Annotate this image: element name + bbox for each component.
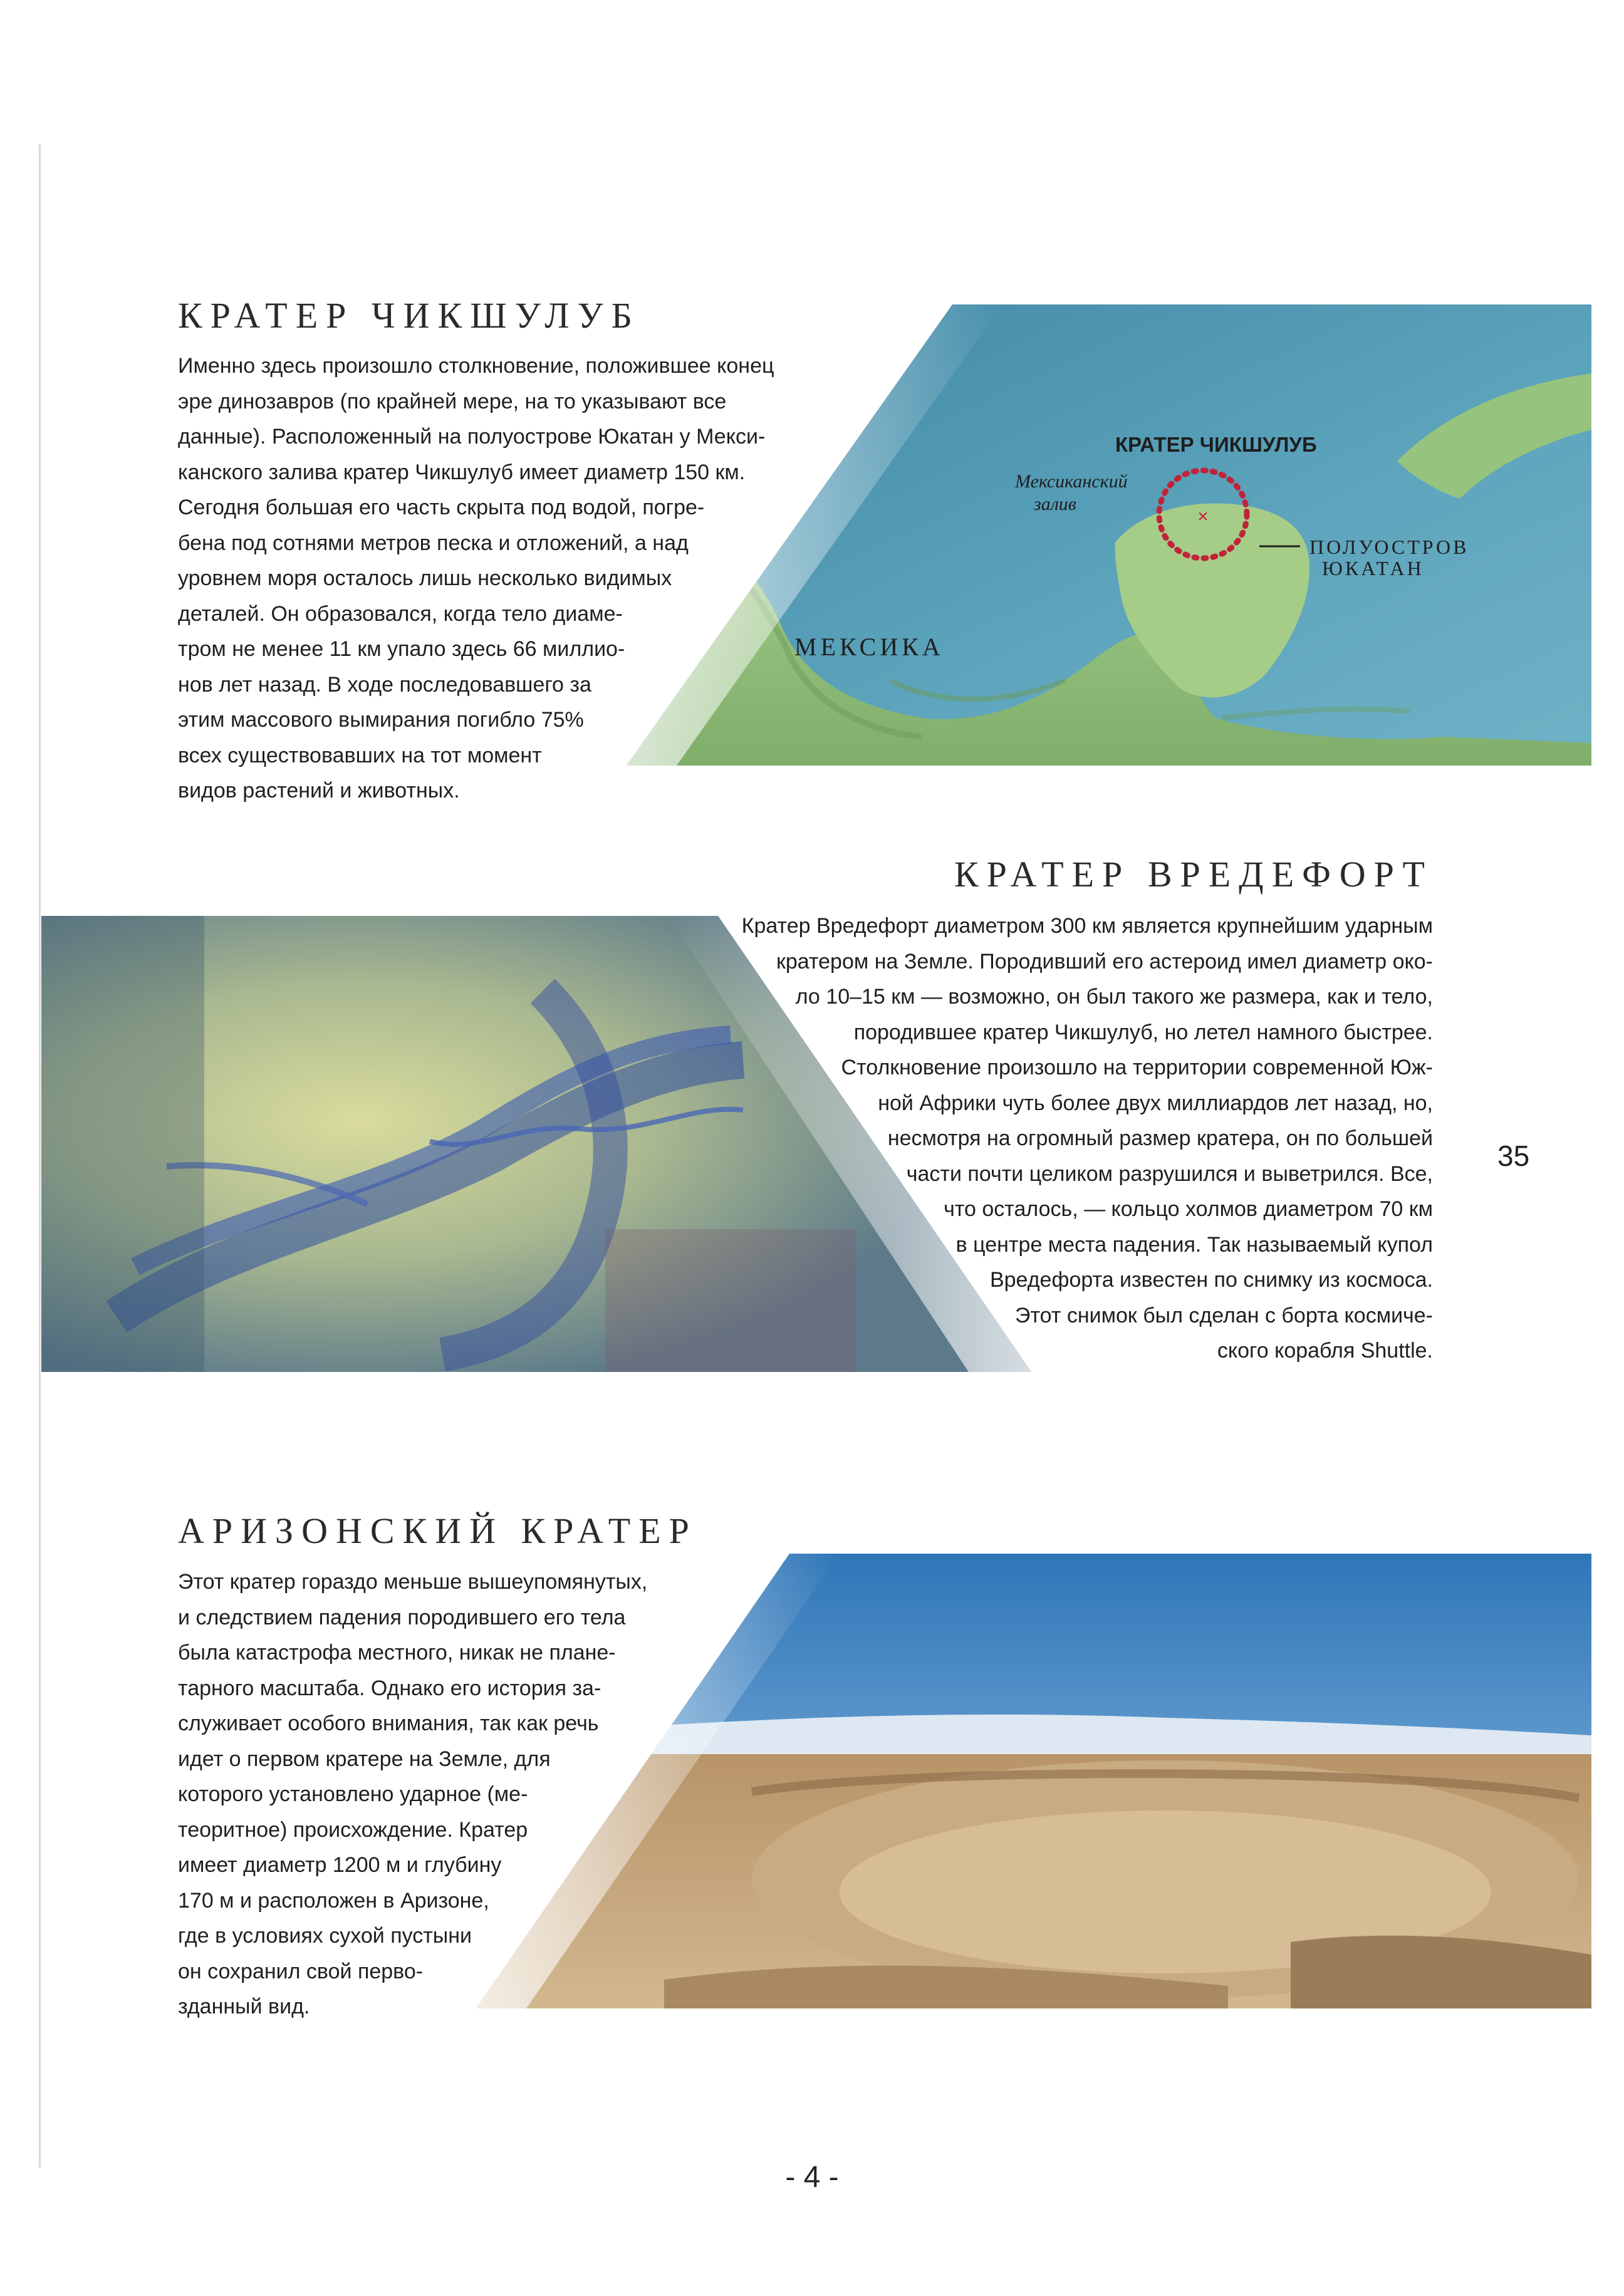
- vredefort-line: породившее кратер Чикшулуб, но летел намного быстрее.: [853, 1020, 1433, 1044]
- arizona-line: имеет диаметр 1200 м и глубину: [178, 1853, 502, 1877]
- side-page-number: 35: [1497, 1140, 1530, 1172]
- arizona-line: он сохранил свой перво-: [178, 1959, 424, 1983]
- vredefort-line: несмотря на огромный размер кратера, он по большей: [887, 1126, 1433, 1150]
- vredefort-line: ло 10–15 км — возможно, он был такого же размера, как и тело,: [795, 985, 1433, 1009]
- arizona-line: служивает особого внимания, так как речь: [178, 1712, 599, 1735]
- arizona-photo: [476, 1554, 1591, 2008]
- mexico-label: МЕКСИКА: [794, 633, 944, 661]
- vredefort-line: части почти целиком разрушился и выветрился. Все,: [906, 1161, 1433, 1186]
- chicxulub-title: КРАТЕР ЧИКШУЛУБ: [178, 295, 640, 336]
- arizona-line: Этот кратер гораздо меньше вышеупомянутых,: [178, 1570, 648, 1594]
- vredefort-line: что осталось, — кольцо холмов диаметром 70 км: [944, 1197, 1433, 1221]
- chicxulub-line: тром не менее 11 км упало здесь 66 миллио-: [178, 637, 625, 661]
- vredefort-line: кратером на Земле. Породивший его астероид имел диаметр око-: [776, 949, 1433, 974]
- chicxulub-line: нов лет назад. В ходе последовавшего за: [178, 672, 591, 697]
- vredefort-line: ского корабля Shuttle.: [1217, 1339, 1433, 1363]
- footer-page-number: - 4 -: [785, 2161, 839, 2194]
- chicxulub-line: канского залива кратер Чикшулуб имеет диаметр 150 км.: [178, 460, 746, 484]
- page-margin-line: [39, 144, 41, 2168]
- arizona-line: где в условиях сухой пустыни: [178, 1924, 472, 1948]
- chicxulub-line: данные). Расположенный на полуострове Юкатан у Мекси-: [178, 425, 766, 449]
- chicxulub-line: эре динозавров (по крайней мере, на то указывают все: [178, 389, 727, 413]
- vredefort-title: КРАТЕР ВРЕДЕФОРТ: [954, 854, 1433, 895]
- vredefort-text: [556, 908, 1433, 1369]
- chicxulub-line: всех существовавших на тот момент: [178, 743, 542, 767]
- arizona-line: 170 м и расположен в Аризоне,: [178, 1888, 489, 1913]
- chicxulub-map: [627, 304, 1591, 766]
- arizona-line: идет о первом кратере на Земле, для: [178, 1747, 551, 1771]
- vredefort-line: Столкновение произошло на территории современной Юж-: [841, 1056, 1433, 1079]
- vredefort-line: ной Африки чуть более двух миллиардов лет назад, но,: [878, 1091, 1433, 1115]
- chicxulub-line: Сегодня большая его часть скрыта под водой, погре-: [178, 496, 705, 519]
- arizona-line: зданный вид.: [178, 1995, 310, 2018]
- vredefort-line: Этот снимок был сделан с борта космиче-: [1015, 1303, 1433, 1327]
- chicxulub-line: уровнем моря осталось лишь несколько видимых: [178, 566, 672, 590]
- chicxulub-line: этим массового вымирания погибло 75%: [178, 708, 584, 732]
- vredefort-line: Кратер Вредефорт диаметром 300 км является крупнейшим ударным: [741, 914, 1433, 938]
- arizona-line: теоритное) происхождение. Кратер: [178, 1817, 528, 1842]
- chicxulub-line: деталей. Он образовался, когда тело диаме-: [178, 601, 623, 626]
- arizona-title: АРИЗОНСКИЙ КРАТЕР: [178, 1510, 697, 1551]
- chicxulub-line: видов растений и животных.: [178, 779, 460, 803]
- vredefort-line: в центре места падения. Так называемый купол: [955, 1232, 1433, 1257]
- crater-marker: ×: [1197, 506, 1209, 527]
- gulf-label-2: залив: [1034, 494, 1076, 514]
- crater-label: КРАТЕР ЧИКШУЛУБ: [1115, 433, 1317, 456]
- gulf-label-1: Мексиканский: [1015, 471, 1128, 492]
- chicxulub-line: бена под сотнями метров песка и отложений, а над: [178, 531, 689, 555]
- peninsula-label-2: ЮКАТАН: [1322, 557, 1424, 579]
- peninsula-label-1: ПОЛУОСТРОВ: [1309, 536, 1469, 558]
- arizona-line: и следствием падения породившего его тела: [178, 1605, 626, 1629]
- vredefort-line: Вредефорта известен по снимку из космоса.: [989, 1268, 1433, 1292]
- chicxulub-line: Именно здесь произошло столкновение, положившее конец: [178, 354, 774, 378]
- arizona-line: тарного масштаба. Однако его история за-: [178, 1676, 601, 1700]
- arizona-line: которого установлено ударное (ме-: [178, 1782, 528, 1806]
- arizona-line: была катастрофа местного, никак не плане-: [178, 1641, 616, 1665]
